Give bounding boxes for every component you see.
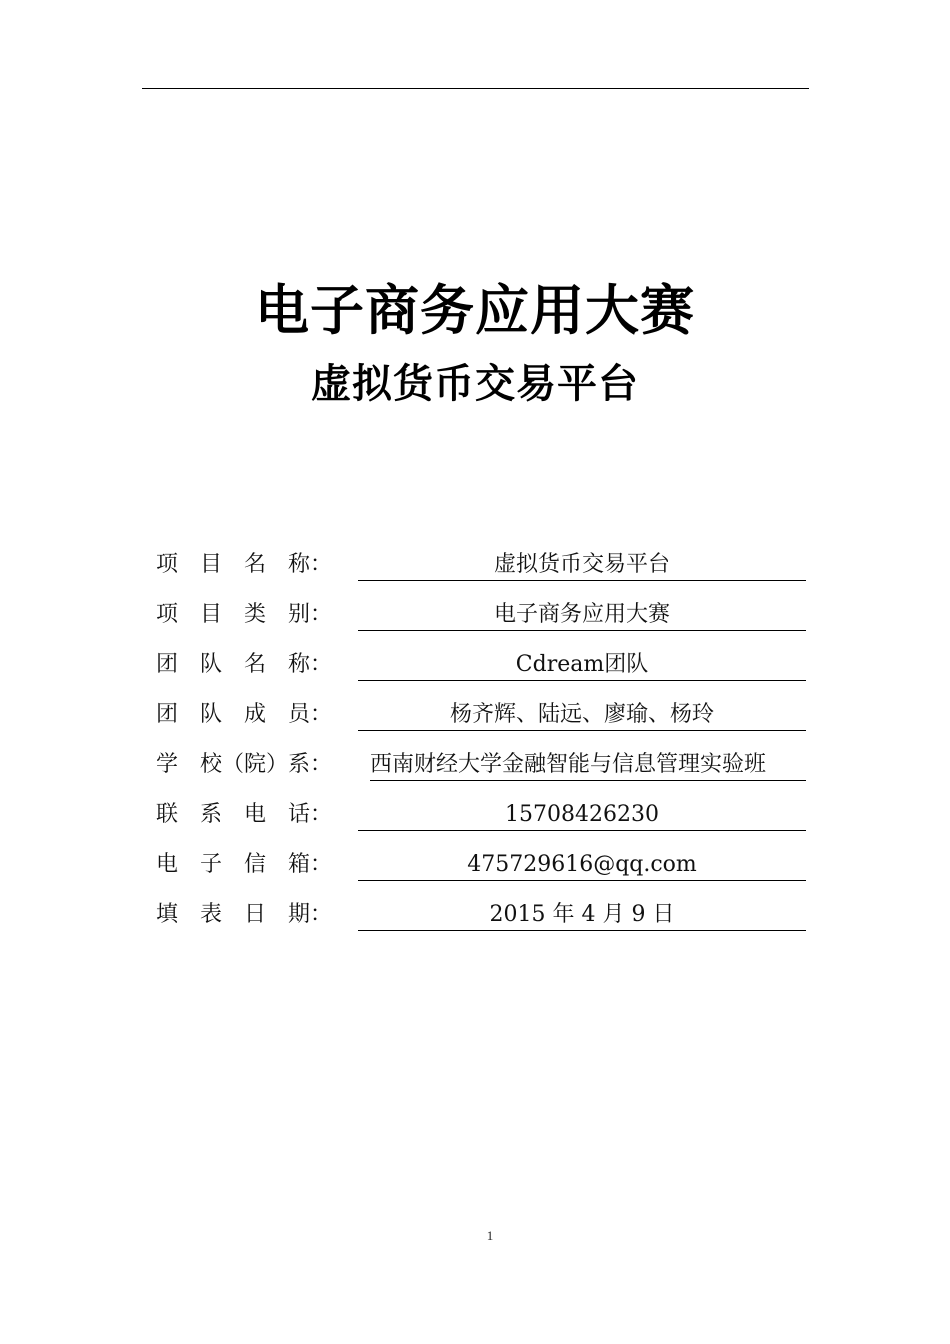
document-subtitle: 虚拟货币交易平台 <box>311 361 639 407</box>
field-label: 联 系 电 话： <box>156 802 333 827</box>
field-value: 2015 年 4 月 9 日 <box>358 900 806 931</box>
header-rule <box>142 88 809 89</box>
field-team-members <box>156 694 816 744</box>
field-project-category <box>156 594 816 644</box>
field-team-name <box>156 644 816 694</box>
field-school <box>156 744 816 794</box>
document-title: 电子商务应用大赛 <box>255 279 695 342</box>
field-value: 杨齐辉、陆远、廖瑜、杨玲 <box>358 700 806 731</box>
field-value: 西南财经大学金融智能与信息管理实验班 <box>370 750 806 781</box>
info-form <box>156 544 816 944</box>
field-value: 15708426230 <box>358 800 806 831</box>
field-label: 项 目 类 别： <box>156 602 333 627</box>
field-label: 团 队 名 称： <box>156 652 333 677</box>
field-label: 电 子 信 箱： <box>156 852 333 877</box>
field-label: 项 目 名 称： <box>156 552 333 577</box>
field-label: 团 队 成 员： <box>156 702 333 727</box>
field-value: 475729616@qq.com <box>358 850 806 881</box>
field-email <box>156 844 816 894</box>
field-label: 填 表 日 期： <box>156 902 333 927</box>
field-date <box>156 894 816 944</box>
page-number: 1 <box>486 1228 494 1243</box>
field-label: 学 校（院）系： <box>156 752 333 777</box>
field-value: 虚拟货币交易平台 <box>358 550 806 581</box>
field-value: Cdream团队 <box>358 650 806 681</box>
field-phone <box>156 794 816 844</box>
field-project-name <box>156 544 816 594</box>
field-value: 电子商务应用大赛 <box>358 600 806 631</box>
